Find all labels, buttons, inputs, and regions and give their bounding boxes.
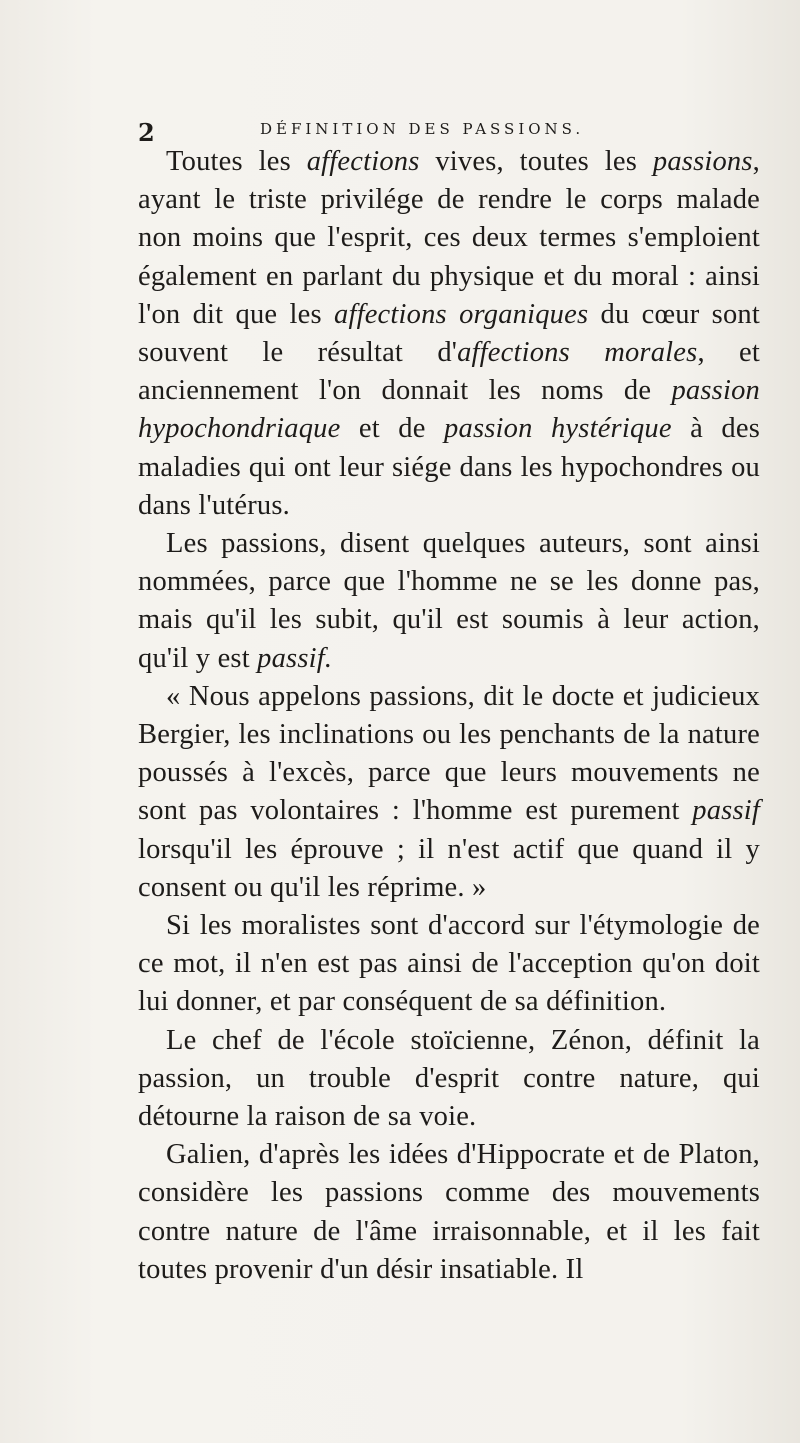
text-run: Les passions, disent quelques auteurs, sont ainsi nommées, parce que l'homme ne se les donne pas, mais qu'il les subit, qu'il est soumis à leur action, qu'il y est [138, 528, 760, 674]
italic-text: affections morales [457, 337, 698, 369]
text-run: et de [340, 413, 445, 445]
paragraph [138, 1136, 760, 1289]
italic-text: passif [692, 795, 760, 827]
text-run: , ayant le triste privilége de rendre le corps malade non moins que l'esprit, ces deux termes s'emploient également en parlant du physique et du moral : ainsi l'on dit que les [138, 146, 760, 330]
text-run: vives, toutes les [419, 146, 653, 177]
italic-text: passif. [257, 642, 333, 674]
text-run: Galien, d'après les idées d'Hippocrate et de Platon, considère les passions comme des mouvements contre nature de l'âme irraisonnable, et il les fait toutes provenir d'un désir insatiable. Il [138, 1139, 760, 1285]
text-run: Le chef de l'école stoïcienne, Zénon, définit la passion, un trouble d'esprit contre nature, qui détourne la raison de sa voie. [138, 1024, 760, 1133]
paragraph [138, 1022, 760, 1137]
italic-text: passions [652, 146, 753, 177]
text-run: Toutes les [166, 146, 307, 177]
paragraph [138, 525, 760, 678]
italic-text: affections organiques [334, 298, 589, 330]
page-header [138, 114, 758, 147]
text-run: Si les moralistes sont d'accord sur l'étymologie de ce mot, il n'en est pas ainsi de l'acception qu'on doit lui donner, et par conséquent de sa définition. [138, 910, 760, 1018]
text-run: , et anciennement l'on donnait les noms de [138, 337, 760, 407]
paragraph [138, 143, 760, 525]
text-run: « Nous appelons passions, dit le docte et judicieux Bergier, les inclinations ou les penchants de la nature poussés à l'excès, parce que leurs mouvements ne sont pas volontaires : l'homme est purement [138, 680, 760, 827]
running-head: DÉFINITION DES PASSIONS. [260, 120, 585, 138]
page-number: 2 [138, 118, 155, 147]
paragraph [138, 678, 760, 907]
text-run: lorsqu'il les éprouve ; il n'est actif que quand il y consent ou qu'il les réprime. » [138, 833, 760, 903]
text-run: à des maladies qui ont leur siége dans les hypochondres ou dans l'utérus. [138, 413, 761, 521]
italic-text: passion hystérique [444, 413, 672, 445]
body-text [138, 143, 760, 1289]
text-run: du cœur sont souvent le résultat d' [138, 298, 760, 369]
italic-text: affections [306, 146, 420, 177]
paragraph [138, 907, 760, 1022]
italic-text: passion hypochondriaque [138, 375, 760, 445]
